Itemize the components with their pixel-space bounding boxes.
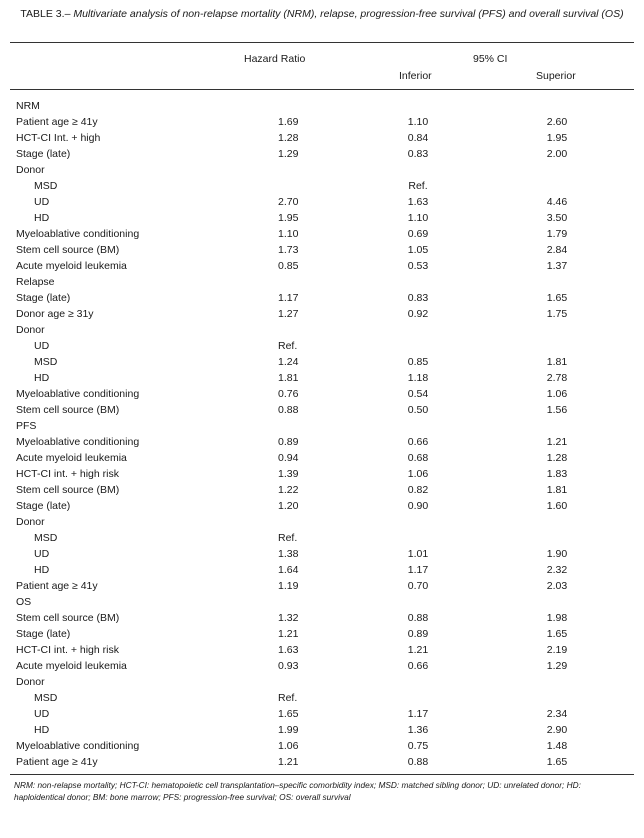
- table-row: [0, 674, 644, 690]
- table-row: MSD Ref.: [34, 692, 298, 704]
- table-title: Multivariate analysis of non-relapse mortality (NRM), relapse, progression-free survival (PFS) and overall survival (OS): [70, 8, 624, 20]
- table-row: Stem cell source (BM) 1.73 1.05 2.84: [0, 242, 644, 258]
- table-row: [0, 594, 644, 610]
- bottom-rule: [10, 774, 634, 775]
- table-row: Stem cell source (BM) 0.88 0.50 1.56: [0, 402, 644, 418]
- row-label: Acute myeloid leukemia: [16, 260, 127, 272]
- table-row: Patient age ≥ 41y 1.19 0.70 2.03: [0, 578, 644, 594]
- table-row: UD 2.70 1.63 4.46: [0, 194, 644, 210]
- ci-superior-cell: 1.83: [546, 468, 568, 480]
- ci-inferior-cell: 0.66: [407, 436, 429, 448]
- table-row: Acute myeloid leukemia 0.85 0.53 1.37: [0, 258, 644, 274]
- ci-superior-cell: 1.06: [546, 388, 568, 400]
- ci-superior-cell: 2.84: [546, 244, 568, 256]
- row-label: UD: [34, 548, 50, 560]
- row-label: HCT-CI Int. + high: [16, 132, 101, 144]
- ci-inferior-cell: 0.90: [407, 500, 429, 512]
- ci-superior-cell: 1.79: [546, 228, 568, 240]
- row-label: MSD: [34, 532, 58, 544]
- ci-inferior-cell: 1.05: [407, 244, 429, 256]
- row-label: UD: [34, 340, 50, 352]
- ci-inferior-cell: 1.36: [407, 724, 429, 736]
- table-row: HD 1.64 1.17 2.32: [0, 562, 644, 578]
- row-label: HD: [34, 724, 50, 736]
- row-label: HD: [34, 372, 50, 384]
- ci-superior-cell: 2.00: [546, 148, 568, 160]
- row-label: UD: [34, 708, 50, 720]
- ci-superior-cell: 1.37: [546, 260, 568, 272]
- row-label: HD: [34, 212, 50, 224]
- table-row: Stage (late) 1.21 0.89 1.65: [0, 626, 644, 642]
- ci-inferior-cell: 1.63: [407, 196, 429, 208]
- row-label: Patient age ≥ 41y: [16, 756, 98, 768]
- ci-inferior-cell: 0.83: [407, 148, 429, 160]
- row-label: Donor: [16, 164, 45, 176]
- table-body: [0, 98, 644, 770]
- ci-inferior-cell: 0.66: [407, 660, 429, 672]
- table-footnote: NRM: non-relapse mortality; HCT-CI: hematopoietic cell transplantation–specific comorbidity index; MSD: matched sibling donor; UD: unrelated donor; HD: haploidentical donor; BM: bone marrow; PFS: progression-free survival; OS: overall survival: [14, 780, 581, 802]
- ci-superior-cell: 1.90: [546, 548, 568, 560]
- table-row: UD Ref.: [34, 340, 298, 352]
- table-row: HCT-CI int. + high risk 1.63 1.21 2.19: [0, 642, 644, 658]
- ci-superior-cell: 1.81: [546, 484, 568, 496]
- row-label: Stem cell source (BM): [16, 612, 120, 624]
- ci-superior-cell: 1.65: [546, 628, 568, 640]
- table-row: [0, 162, 644, 178]
- row-label: Stem cell source (BM): [16, 244, 120, 256]
- ci-superior-cell: 4.46: [546, 196, 568, 208]
- table-caption: [0, 7, 644, 21]
- table-row: Patient age ≥ 41y 1.21 0.88 1.65: [0, 754, 644, 770]
- row-label: HCT-CI int. + high risk: [16, 644, 119, 656]
- row-label: Stage (late): [16, 500, 71, 512]
- ci-inferior-cell: 0.69: [407, 228, 429, 240]
- row-label: Donor: [16, 676, 45, 688]
- row-label: Stem cell source (BM): [16, 404, 120, 416]
- ci-inferior-cell: 1.06: [407, 468, 429, 480]
- table-row: Patient age ≥ 41y 1.69 1.10 2.60: [0, 114, 644, 130]
- ci-inferior-cell: Ref.: [408, 180, 428, 192]
- ci-inferior-cell: 1.17: [407, 708, 429, 720]
- row-label: Stage (late): [16, 628, 71, 640]
- ci-inferior-cell: 1.18: [407, 372, 429, 384]
- ci-inferior-cell: 0.83: [407, 292, 429, 304]
- ci-inferior-cell: 0.70: [407, 580, 429, 592]
- table-row: Donor age ≥ 31y 1.27 0.92 1.75: [0, 306, 644, 322]
- row-label: MSD: [34, 356, 58, 368]
- top-rule: [10, 42, 634, 43]
- row-label: OS: [16, 596, 32, 608]
- table-row: Stage (late) 1.17 0.83 1.65: [0, 290, 644, 306]
- row-label: Acute myeloid leukemia: [16, 452, 127, 464]
- ci-inferior-cell: 0.89: [407, 628, 429, 640]
- ci-superior-cell: 2.60: [546, 116, 568, 128]
- ci-superior-cell: 1.60: [546, 500, 568, 512]
- ci-superior-cell: 2.90: [546, 724, 568, 736]
- table-row: HD 1.81 1.18 2.78: [0, 370, 644, 386]
- ci-inferior-cell: 0.88: [407, 756, 429, 768]
- row-label: PFS: [16, 420, 37, 432]
- table-row: HD 1.95 1.10 3.50: [0, 210, 644, 226]
- table-row: UD 1.38 1.01 1.90: [0, 546, 644, 562]
- ci-superior-cell: 1.65: [546, 292, 568, 304]
- row-label: Patient age ≥ 41y: [16, 116, 98, 128]
- ci-superior-cell: 1.95: [546, 132, 568, 144]
- ci-inferior-cell: 1.01: [407, 548, 429, 560]
- row-label: Donor: [16, 324, 45, 336]
- header-hazard-ratio: Hazard Ratio: [244, 53, 306, 65]
- ci-inferior-cell: 1.21: [407, 644, 429, 656]
- ci-inferior-cell: 0.53: [407, 260, 429, 272]
- row-label: NRM: [16, 100, 40, 112]
- table-row: [0, 98, 644, 114]
- row-label: Acute myeloid leukemia: [16, 660, 127, 672]
- ci-inferior-cell: 0.54: [407, 388, 429, 400]
- ci-superior-cell: 1.29: [546, 660, 568, 672]
- row-label: Relapse: [16, 276, 55, 288]
- ci-superior-cell: 1.98: [546, 612, 568, 624]
- ci-superior-cell: 1.56: [546, 404, 568, 416]
- ci-inferior-cell: 1.10: [407, 212, 429, 224]
- ci-inferior-cell: 0.82: [407, 484, 429, 496]
- table-row: [0, 322, 644, 338]
- header-ci: 95% CI: [473, 53, 508, 65]
- table-row: Acute myeloid leukemia 0.93 0.66 1.29: [0, 658, 644, 674]
- row-label: UD: [34, 196, 50, 208]
- ci-inferior-cell: 1.10: [407, 116, 429, 128]
- table-row: Acute myeloid leukemia 0.94 0.68 1.28: [0, 450, 644, 466]
- table-row: Myeloablative conditioning 0.89 0.66 1.21: [0, 434, 644, 450]
- ci-superior-cell: 2.34: [546, 708, 568, 720]
- header-rule: [10, 89, 634, 90]
- ci-inferior-cell: 0.68: [407, 452, 429, 464]
- table-row: [0, 274, 644, 290]
- row-label: Myeloablative conditioning: [16, 228, 140, 240]
- table-row: Myeloablative conditioning 0.76 0.54 1.06: [0, 386, 644, 402]
- row-label: MSD: [34, 180, 58, 192]
- table-row: Stage (late) 1.29 0.83 2.00: [0, 146, 644, 162]
- header-superior: Superior: [536, 70, 576, 82]
- header-inferior: Inferior: [399, 70, 432, 82]
- ci-superior-cell: 1.21: [546, 436, 568, 448]
- ci-superior-cell: 2.03: [546, 580, 568, 592]
- table-row: MSD 1.24 0.85 1.81: [0, 354, 644, 370]
- row-label: HCT-CI int. + high risk: [16, 468, 119, 480]
- ci-superior-cell: 3.50: [546, 212, 568, 224]
- row-label: Stem cell source (BM): [16, 484, 120, 496]
- table-row: [0, 178, 644, 194]
- table-row: Myeloablative conditioning 1.06 0.75 1.48: [0, 738, 644, 754]
- table-row: [0, 418, 644, 434]
- ci-inferior-cell: 1.17: [407, 564, 429, 576]
- table-row: UD 1.65 1.17 2.34: [0, 706, 644, 722]
- table-row: MSD Ref.: [34, 532, 298, 544]
- ci-superior-cell: 2.78: [546, 372, 568, 384]
- ci-inferior-cell: 0.85: [407, 356, 429, 368]
- ci-inferior-cell: 0.88: [407, 612, 429, 624]
- ci-superior-cell: 1.48: [546, 740, 568, 752]
- table-row: Myeloablative conditioning 1.10 0.69 1.79: [0, 226, 644, 242]
- row-label: HD: [34, 564, 50, 576]
- ci-superior-cell: 2.32: [546, 564, 568, 576]
- ci-inferior-cell: 0.92: [407, 308, 429, 320]
- table-row: Stem cell source (BM) 1.32 0.88 1.98: [0, 610, 644, 626]
- row-label: MSD: [34, 692, 58, 704]
- ci-superior-cell: 1.28: [546, 452, 568, 464]
- table-row: HCT-CI Int. + high 1.28 0.84 1.95: [0, 130, 644, 146]
- table-row: Stem cell source (BM) 1.22 0.82 1.81: [0, 482, 644, 498]
- table-number: TABLE 3.–: [20, 8, 71, 20]
- ci-inferior-cell: 0.50: [407, 404, 429, 416]
- row-label: Donor: [16, 516, 45, 528]
- ci-superior-cell: 1.75: [546, 308, 568, 320]
- ci-superior-cell: 1.81: [546, 356, 568, 368]
- row-label: Stage (late): [16, 148, 71, 160]
- table-row: HCT-CI int. + high risk 1.39 1.06 1.83: [0, 466, 644, 482]
- ci-inferior-cell: 0.84: [407, 132, 429, 144]
- table-row: HD 1.99 1.36 2.90: [0, 722, 644, 738]
- row-label: Myeloablative conditioning: [16, 388, 140, 400]
- ci-inferior-cell: 0.75: [407, 740, 429, 752]
- ci-superior-cell: 2.19: [546, 644, 568, 656]
- row-label: Stage (late): [16, 292, 71, 304]
- table-row: Stage (late) 1.20 0.90 1.60: [0, 498, 644, 514]
- row-label: Patient age ≥ 41y: [16, 580, 98, 592]
- row-label: Myeloablative conditioning: [16, 436, 140, 448]
- ci-superior-cell: 1.65: [546, 756, 568, 768]
- table-row: [0, 514, 644, 530]
- row-label: Myeloablative conditioning: [16, 740, 140, 752]
- row-label: Donor age ≥ 31y: [16, 308, 94, 320]
